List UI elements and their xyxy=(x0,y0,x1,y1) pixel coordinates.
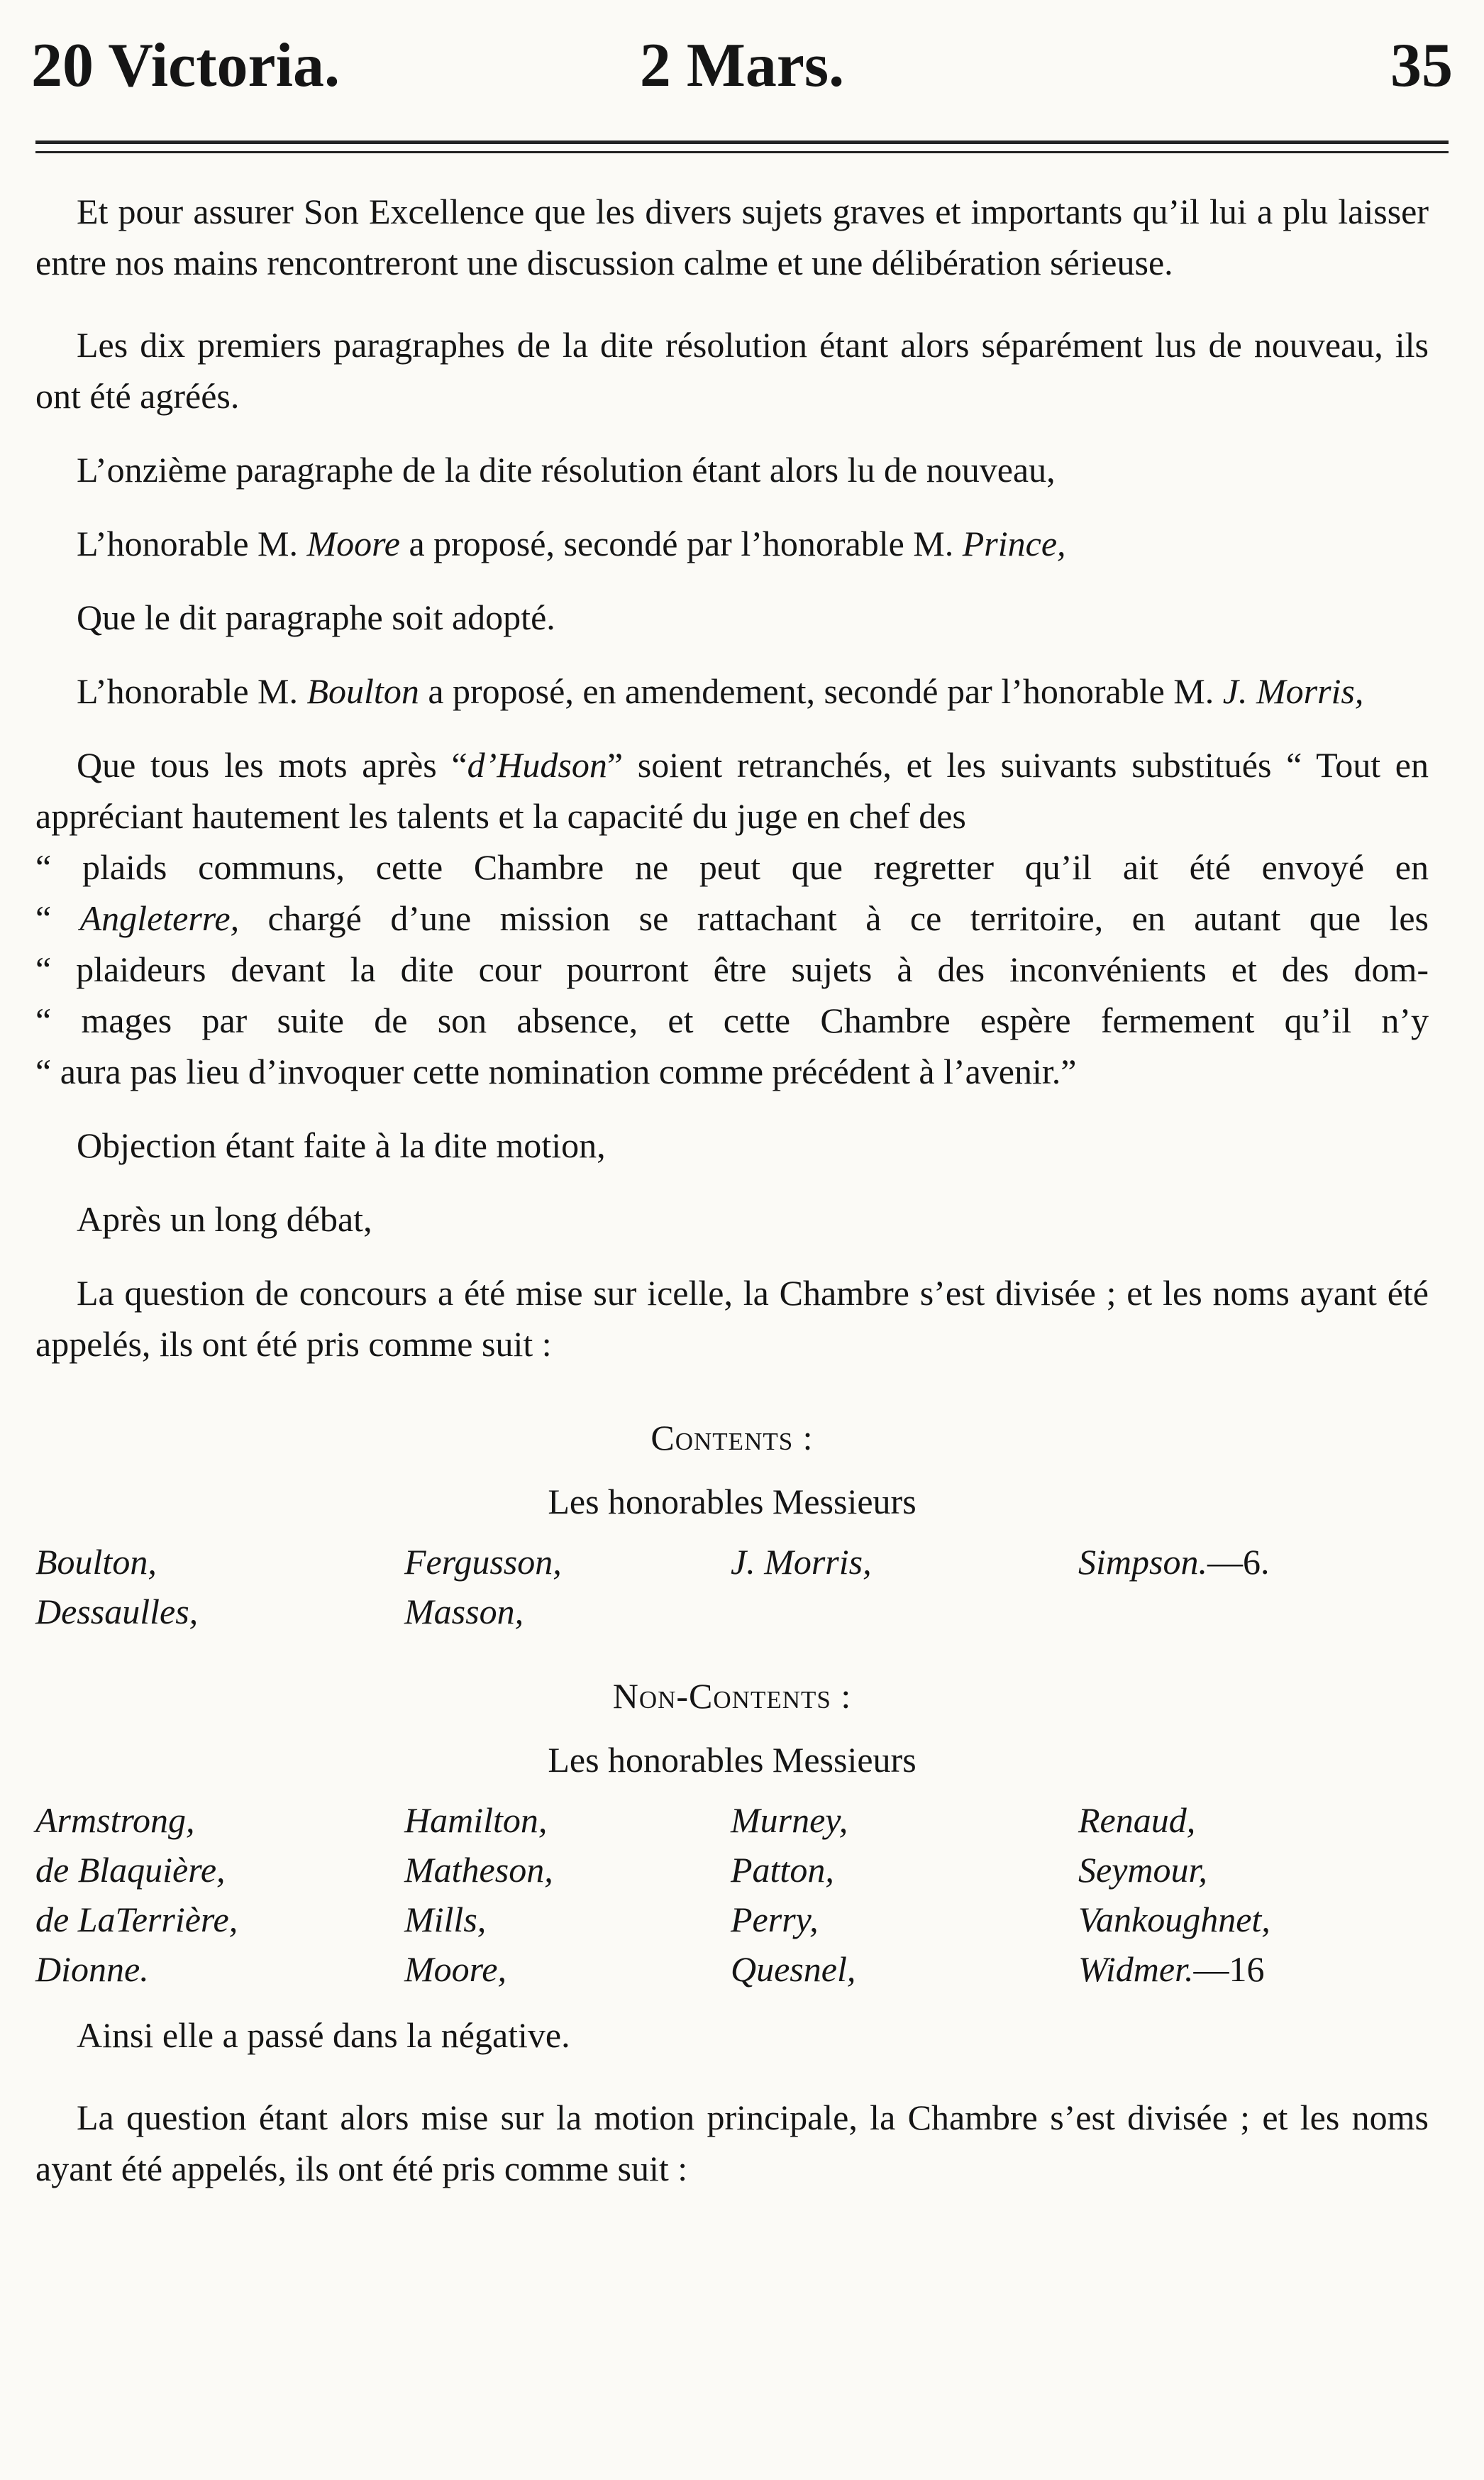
text: a proposé, en amendement, secondé par l’honorable M. xyxy=(419,671,1223,711)
member-name: Vankoughnet, xyxy=(1078,1900,1270,1939)
paragraph: Ainsi elle a passé dans la négative. xyxy=(77,2015,570,2055)
non-contents-names xyxy=(35,1795,1429,1994)
page-number: 35 xyxy=(1390,31,1453,100)
member-name: J. Morris, xyxy=(1222,671,1364,711)
text: a proposé, secondé par l’honorable M. xyxy=(399,524,963,563)
paragraph: La question de concours a été mise sur icelle, la Chambre s’est divisée ; et les noms ayant été appelés, ils ont été pris comme suit : xyxy=(35,1273,1429,1364)
member-name: Moore xyxy=(306,524,400,563)
amendment-text xyxy=(35,739,1429,1097)
names-column xyxy=(35,1795,404,1994)
member-name: de Blaquière, xyxy=(35,1850,226,1890)
member-name: Seymour, xyxy=(1078,1850,1207,1890)
member-name: Boulton xyxy=(306,671,419,711)
names-column xyxy=(1078,1537,1412,1636)
member-name-with-count xyxy=(1078,1537,1412,1587)
member-name: J. Morris, xyxy=(731,1542,872,1582)
quote-line: “ mages par suite de son absence, et cette Chambre espère fermement qu’il n’y xyxy=(35,1001,1429,1040)
paragraph: Les dix premiers paragraphes de la dite résolution étant alors séparément lus de nouveau, ils ont été agréés. xyxy=(35,325,1429,416)
member-name: Patton, xyxy=(731,1850,834,1890)
vote-count: —16 xyxy=(1193,1949,1265,1989)
paragraph: Que le dit paragraphe soit adopté. xyxy=(77,597,555,637)
names-column xyxy=(35,1537,404,1636)
quote-line: “ plaideurs devant la dite cour pourront être sujets à des inconvénients et des dom- xyxy=(35,949,1429,989)
member-name: Boulton, xyxy=(35,1542,157,1582)
member-name: Hamilton, xyxy=(404,1800,548,1840)
text: Que tous les mots après “ xyxy=(77,745,467,785)
member-name: Widmer. xyxy=(1078,1949,1194,1989)
names-column xyxy=(404,1537,731,1636)
quote-line: “ plaids communs, cette Chambre ne peut que regretter qu’il ait été envoyé en xyxy=(35,847,1429,887)
text: chargé d’une mission se rattachant à ce territoire, en autant que les xyxy=(239,898,1429,938)
place-name: d’Hudson xyxy=(467,745,607,785)
text: “ xyxy=(35,898,80,938)
member-name: Matheson, xyxy=(404,1850,553,1890)
paragraph: La question étant alors mise sur la motion principale, la Chambre s’est divisée ; et les noms ayant été appelés, ils ont été pris comme suit : xyxy=(35,2098,1429,2188)
header-rule-thin xyxy=(35,151,1449,153)
member-name: Simpson. xyxy=(1078,1542,1207,1582)
names-column xyxy=(731,1537,1078,1636)
page-body xyxy=(35,186,1429,2194)
non-contents-subheading: Les honorables Messieurs xyxy=(548,1740,917,1780)
quote-line xyxy=(35,893,1429,944)
paragraph: Objection étant faite à la dite motion, xyxy=(77,1125,606,1165)
contents-names xyxy=(35,1537,1429,1636)
paragraph: L’onzième paragraphe de la dite résolution étant alors lu de nouveau, xyxy=(77,450,1056,490)
names-column xyxy=(1078,1795,1412,1994)
member-name: Prince, xyxy=(962,524,1066,563)
contents-heading: Contents : xyxy=(650,1418,814,1457)
non-contents-heading: Non-Contents : xyxy=(612,1676,852,1716)
header-rule xyxy=(35,140,1449,144)
text: L’honorable M. xyxy=(77,524,307,563)
names-column xyxy=(404,1795,731,1994)
quote-line: “ aura pas lieu d’invoquer cette nomination comme précédent à l’avenir.” xyxy=(35,1052,1077,1091)
member-name: Murney, xyxy=(731,1800,848,1840)
text: ” soient retranchés, et les suivants substitués “ Tout en appréciant hautement les talents et la capacité du juge en chef des xyxy=(35,745,1429,836)
header-session: 20 Victoria. xyxy=(31,31,340,100)
header-date: 2 Mars. xyxy=(639,31,845,100)
member-name: Renaud, xyxy=(1078,1800,1196,1840)
member-name: Dionne. xyxy=(35,1949,149,1989)
member-name: Masson, xyxy=(404,1592,524,1631)
member-name: Fergusson, xyxy=(404,1542,562,1582)
member-name: Mills, xyxy=(404,1900,487,1939)
member-name: Perry, xyxy=(731,1900,819,1939)
paragraph xyxy=(35,739,1429,842)
amendment-paragraph xyxy=(35,666,1429,717)
member-name: de LaTerrière, xyxy=(35,1900,238,1939)
paragraph: Après un long débat, xyxy=(77,1199,372,1239)
member-name: Dessaulles, xyxy=(35,1592,199,1631)
vote-count: —6. xyxy=(1207,1542,1270,1582)
text: L’honorable M. xyxy=(77,671,307,711)
member-name: Quesnel, xyxy=(731,1949,856,1989)
names-column xyxy=(731,1795,1078,1994)
page-header xyxy=(31,27,1453,105)
member-name-with-count xyxy=(1078,1944,1412,1994)
member-name: Armstrong, xyxy=(35,1800,195,1840)
member-name: Moore, xyxy=(404,1949,506,1989)
paragraph: Et pour assurer Son Excellence que les divers sujets graves et importants qu’il lui a plu laisser entre nos mains rencontreront une discussion calme et une délibération sérieuse. xyxy=(35,192,1429,282)
place-name: Angleterre, xyxy=(79,898,240,938)
motion-paragraph xyxy=(35,518,1429,569)
contents-subheading: Les honorables Messieurs xyxy=(548,1482,917,1521)
